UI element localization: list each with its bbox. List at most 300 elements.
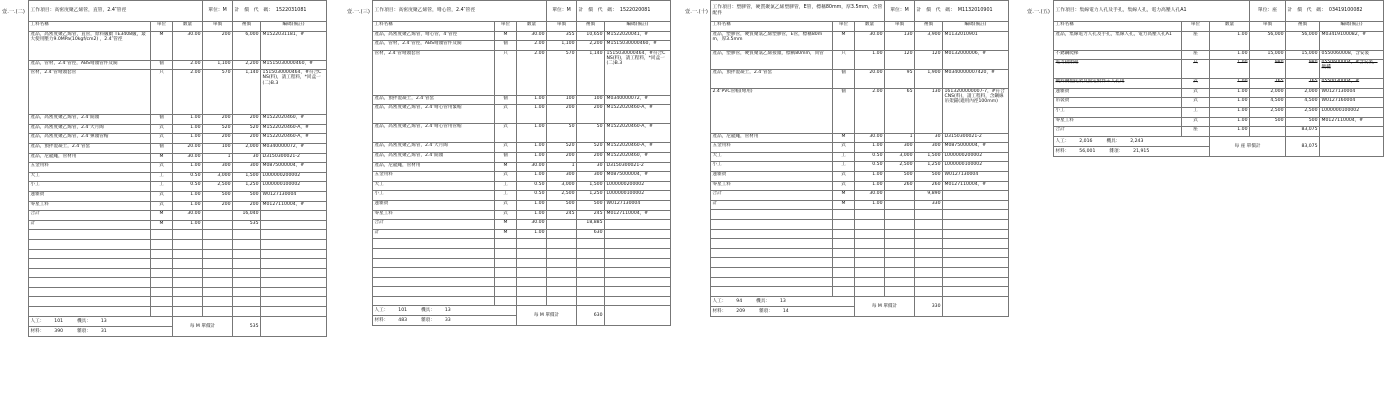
empty-cell — [173, 259, 203, 269]
empty-cell — [711, 258, 833, 268]
item-unit: M — [495, 220, 517, 230]
item-quantity: 1.00 — [173, 220, 203, 230]
item-name: 大工 — [373, 181, 495, 191]
item-quantity: 30.00 — [855, 31, 885, 50]
item-quantity: 1.00 — [517, 124, 547, 143]
empty-cell — [261, 297, 327, 307]
item-total: 130 — [915, 88, 943, 133]
item-quantity: 1.00 — [1210, 117, 1250, 127]
item-code: 0550030004，# — [1320, 79, 1384, 89]
item-name: 管材，2.4″管彎頭套管 — [29, 70, 151, 115]
machinery-value: 13 — [779, 298, 786, 304]
item-quantity: 1.00 — [173, 191, 203, 201]
item-name: 零星工料 — [1054, 117, 1182, 127]
table-row — [29, 182, 327, 192]
pricing-code-label: 計 價 代 碼： — [234, 8, 273, 14]
table-row — [29, 70, 327, 115]
pricing-code-label: 計 價 代 碼： — [1287, 8, 1326, 14]
empty-cell — [577, 268, 605, 278]
item-quantity: 20.00 — [173, 143, 203, 153]
empty-cell — [711, 219, 833, 229]
sheet-4 — [1025, 0, 1385, 404]
item-name: 合計 — [1054, 127, 1182, 137]
empty-cell — [203, 307, 233, 317]
item-unit-price: 570 — [203, 70, 233, 115]
empty-row — [711, 258, 1009, 268]
empty-cell — [203, 297, 233, 307]
item-name: 產品，尼龍繩，管材用 — [373, 162, 495, 172]
machinery-label: 機具： — [1106, 138, 1121, 144]
column-header: 編碼(備註) — [943, 22, 1009, 32]
item-unit: 式 — [495, 105, 517, 124]
column-header: 工料名稱 — [1054, 22, 1182, 32]
item-unit: 座 — [1182, 31, 1210, 50]
summary-labor-machinery — [29, 316, 173, 326]
empty-cell — [943, 210, 1009, 220]
empty-cell — [943, 229, 1009, 239]
unit-price-value: 83,075 — [1286, 136, 1320, 156]
unit-label: 單位：M — [547, 1, 577, 22]
empty-cell — [495, 296, 517, 306]
item-total: 30 — [233, 153, 261, 163]
item-unit: 式 — [1182, 117, 1210, 127]
item-code: M1522020460，# — [605, 152, 671, 162]
empty-cell — [373, 268, 495, 278]
item-code: M0127110004，# — [1320, 117, 1384, 127]
item-unit: 式 — [495, 124, 517, 143]
empty-cell — [173, 278, 203, 288]
sheet-3 — [683, 0, 1013, 404]
table-row — [373, 162, 671, 172]
empty-cell — [29, 268, 151, 278]
empty-cell — [915, 267, 943, 277]
summary-row-1 — [1054, 136, 1384, 146]
item-code — [605, 229, 671, 239]
sheet-4-table — [1053, 0, 1384, 157]
misc-label: 雜項： — [759, 308, 773, 314]
empty-cell — [885, 277, 915, 287]
empty-cell — [855, 229, 885, 239]
item-unit: 座 — [1182, 127, 1210, 137]
empty-cell — [605, 248, 671, 258]
item-quantity: 0.50 — [173, 182, 203, 192]
pricing-code: 1522020081 — [619, 8, 651, 14]
item-unit-price: 3,000 — [885, 152, 915, 162]
item-unit-price — [885, 191, 915, 201]
item-code: M0132000006，# — [943, 50, 1009, 69]
item-code: M1522020460-A，# — [261, 124, 327, 134]
item-code: M0127110004，# — [943, 181, 1009, 191]
item-total: 100 — [577, 95, 605, 105]
empty-cell — [605, 258, 671, 268]
empty-cell — [517, 248, 547, 258]
item-code: L000000200002 — [261, 172, 327, 182]
item-name: 產品，高密度聚乙烯管，2.4″大月陶 — [29, 124, 151, 134]
item-code — [261, 220, 327, 230]
item-quantity: 2.00 — [517, 41, 547, 51]
column-header: 單位 — [1182, 22, 1210, 32]
item-name: 產品，塑膠管，硬質聚氯乙烯接頭，標稱80mm，同管 — [711, 50, 833, 69]
labor-label: 人工： — [30, 318, 45, 324]
empty-cell — [517, 239, 547, 249]
empty-row — [29, 297, 327, 307]
empty-row — [711, 219, 1009, 229]
table-row — [373, 50, 671, 95]
item-unit-price: 95 — [885, 69, 915, 88]
item-code: L000000100002 — [1320, 107, 1384, 117]
empty-cell — [203, 230, 233, 240]
item-unit-price: 200 — [547, 152, 577, 162]
item-code: M0127110004，# — [261, 201, 327, 211]
empty-cell — [151, 268, 173, 278]
pricing-code: 03419100082 — [1328, 8, 1363, 14]
item-quantity: 1.00 — [855, 200, 885, 210]
item-code: M0340000072，# — [261, 143, 327, 153]
empty-cell — [373, 296, 495, 306]
item-unit-price: 2,000 — [1250, 88, 1286, 98]
item-code: D3150300021-2 — [943, 133, 1009, 143]
empty-cell — [855, 219, 885, 229]
empty-cell — [605, 277, 671, 287]
item-unit-price: 245 — [547, 210, 577, 220]
item-quantity: 30.00 — [173, 211, 203, 221]
item-total: 300 — [233, 163, 261, 173]
item-quantity: 1.00 — [1210, 98, 1250, 108]
item-unit: 式 — [151, 163, 173, 173]
sheet-1-side-label: 壹.一.(二) — [2, 9, 25, 15]
item-quantity: 1.00 — [517, 172, 547, 182]
table-row — [1054, 31, 1384, 50]
empty-cell — [833, 219, 855, 229]
empty-cell — [373, 248, 495, 258]
item-quantity: 1.00 — [173, 124, 203, 134]
item-unit-price: 200 — [203, 134, 233, 144]
empty-cell — [711, 210, 833, 220]
empty-cell — [203, 239, 233, 249]
empty-cell — [855, 277, 885, 287]
item-unit: M — [833, 31, 855, 50]
item-total: 520 — [233, 124, 261, 134]
item-quantity: 1.00 — [173, 134, 203, 144]
empty-row — [373, 287, 671, 297]
title-row — [29, 1, 327, 22]
item-total: 1,500 — [233, 172, 261, 182]
machinery-value: 2,243 — [1130, 138, 1144, 144]
material-label: 材料： — [30, 328, 45, 334]
item-code: W0127130004 — [943, 171, 1009, 181]
item-quantity: 1.00 — [517, 152, 547, 162]
unit-price-label: 每 M 單價計 — [173, 316, 233, 336]
empty-cell — [577, 248, 605, 258]
empty-cell — [517, 287, 547, 297]
table-row — [711, 200, 1009, 210]
item-unit: 式 — [151, 191, 173, 201]
empty-row — [711, 287, 1009, 297]
item-name: 運雜費 — [1054, 88, 1182, 98]
item-code: L000000200002 — [943, 152, 1009, 162]
item-quantity: 1.00 — [517, 105, 547, 124]
empty-cell — [943, 296, 1009, 316]
item-total: 200 — [233, 134, 261, 144]
unit-label: 單位：M — [885, 1, 915, 22]
empty-cell — [261, 249, 327, 259]
item-name: 產品，高密度聚乙烯管，2.4″開頭 — [29, 115, 151, 125]
empty-cell — [203, 268, 233, 278]
item-unit: 式 — [833, 143, 855, 153]
item-unit-price: 200 — [547, 105, 577, 124]
item-total: 520 — [577, 143, 605, 153]
item-unit-price: 2,500 — [885, 162, 915, 172]
empty-cell — [261, 259, 327, 269]
item-name: 合計 — [29, 211, 151, 221]
table-row — [29, 153, 327, 163]
item-unit: 只 — [833, 50, 855, 69]
item-unit-price: 15,000 — [1250, 50, 1286, 60]
empty-cell — [29, 230, 151, 240]
empty-cell — [885, 210, 915, 220]
item-total: 9,890 — [915, 191, 943, 201]
item-total: 1,500 — [915, 152, 943, 162]
empty-cell — [203, 249, 233, 259]
empty-row — [29, 268, 327, 278]
item-quantity: 2.00 — [173, 60, 203, 70]
empty-cell — [855, 258, 885, 268]
material-value: 390 — [54, 328, 64, 334]
empty-cell — [29, 278, 151, 288]
table-row — [711, 152, 1009, 162]
title-row — [373, 1, 671, 22]
item-unit: M — [833, 200, 855, 210]
item-code: 1515030000464，#符合CNS(料)，請工程料，*同盒一(二)B.3 — [605, 50, 671, 95]
table-row — [373, 124, 671, 143]
item-unit: 個 — [833, 88, 855, 133]
item-quantity: 30.00 — [173, 31, 203, 60]
item-code: W0127130004 — [605, 200, 671, 210]
item-name: 零星工料 — [373, 210, 495, 220]
empty-cell — [547, 248, 577, 258]
empty-cell — [151, 297, 173, 307]
item-unit-price: 56,000 — [1250, 31, 1286, 50]
empty-cell — [547, 277, 577, 287]
item-quantity: 0.50 — [855, 162, 885, 172]
item-name: 不銹鋼爬梯 — [1054, 50, 1182, 60]
empty-cell — [203, 259, 233, 269]
item-code: 0550600004，#含安裝，鍍種 — [1320, 60, 1384, 79]
empty-cell — [711, 248, 833, 258]
machinery-value: 13 — [444, 308, 451, 314]
empty-cell — [855, 287, 885, 297]
item-total: 200 — [577, 105, 605, 124]
item-unit: 式 — [495, 200, 517, 210]
sheet-3-side-label: 壹.一.(十) — [685, 9, 708, 15]
pricing-code-cell — [1286, 1, 1384, 22]
item-quantity: 30.00 — [517, 162, 547, 172]
item-code: 0550060008，含安裝 — [1320, 50, 1384, 60]
pricing-code-label: 計 價 代 碼： — [578, 8, 617, 14]
material-label: 材料： — [712, 308, 727, 314]
item-unit: 式 — [151, 201, 173, 211]
summary-row-1 — [373, 306, 671, 316]
item-unit-price — [203, 211, 233, 221]
empty-cell — [711, 287, 833, 297]
item-unit: 式 — [151, 124, 173, 134]
column-header: 數量 — [517, 22, 547, 32]
column-header: 複價 — [915, 22, 943, 32]
item-quantity: 20.00 — [855, 69, 885, 88]
item-name: 產品，高密度聚乙烯管，2.4″彎心管用緊帽 — [373, 105, 495, 124]
item-quantity: 30.00 — [855, 191, 885, 201]
column-header-row — [1054, 22, 1384, 32]
item-total: 30 — [577, 162, 605, 172]
empty-cell — [29, 259, 151, 269]
item-quantity: 1.00 — [855, 181, 885, 191]
unit-price-label: 每 座 單價計 — [1210, 136, 1286, 156]
misc-value: 21,915 — [1133, 148, 1150, 154]
item-total: 630 — [577, 229, 605, 239]
item-unit-price: 520 — [547, 143, 577, 153]
item-quantity: 0.50 — [517, 181, 547, 191]
item-name: 產品，高密度聚乙烯管，2.4″彎心管用管帽 — [373, 124, 495, 143]
sheet-3-table — [710, 0, 1009, 317]
empty-cell — [173, 230, 203, 240]
item-quantity: 1.00 — [855, 171, 885, 181]
empty-cell — [943, 239, 1009, 249]
table-row — [373, 41, 671, 51]
item-name: 產品，尼龍繩，管材用 — [29, 153, 151, 163]
item-unit: M — [495, 162, 517, 172]
empty-cell — [577, 258, 605, 268]
summary-labor-machinery — [711, 296, 855, 306]
empty-cell — [233, 239, 261, 249]
empty-cell — [29, 297, 151, 307]
item-name: 零星工料 — [711, 181, 833, 191]
table-row — [29, 191, 327, 201]
empty-cell — [29, 249, 151, 259]
summary-row-1 — [711, 296, 1009, 306]
column-header: 工料名稱 — [29, 22, 151, 32]
item-quantity: 1.00 — [1210, 60, 1250, 79]
item-unit: 個 — [151, 143, 173, 153]
item-code — [261, 211, 327, 221]
table-row — [1054, 79, 1384, 89]
empty-cell — [833, 248, 855, 258]
empty-cell — [915, 210, 943, 220]
item-unit-price: 2,500 — [203, 182, 233, 192]
item-unit-price: 1,100 — [203, 60, 233, 70]
item-unit: 只 — [151, 70, 173, 115]
empty-cell — [1320, 136, 1384, 156]
item-unit-price — [203, 220, 233, 230]
item-code: M1522020041，# — [605, 31, 671, 41]
item-name: 大工 — [711, 152, 833, 162]
table-row — [29, 143, 327, 153]
column-header: 單價 — [1250, 22, 1286, 32]
empty-cell — [885, 239, 915, 249]
empty-cell — [943, 287, 1009, 297]
empty-cell — [233, 307, 261, 317]
empty-cell — [833, 239, 855, 249]
item-total: 2,500 — [1286, 107, 1320, 117]
item-name: 產品，集線電力人孔及手孔，集線人孔，電力高壓人孔A1 — [1054, 31, 1182, 50]
empty-cell — [233, 230, 261, 240]
item-code: M1132010901 — [943, 31, 1009, 50]
item-unit: 式 — [833, 171, 855, 181]
machinery-value: 13 — [100, 318, 107, 324]
item-code: L000000200002 — [605, 181, 671, 191]
item-total: 200 — [233, 201, 261, 211]
item-unit-price: 2,500 — [547, 191, 577, 201]
empty-cell — [151, 278, 173, 288]
table-row — [373, 200, 671, 210]
empty-cell — [605, 239, 671, 249]
item-unit: 只 — [495, 50, 517, 95]
empty-cell — [943, 219, 1009, 229]
item-unit-price: 500 — [547, 200, 577, 210]
item-unit: 座 — [1182, 50, 1210, 60]
item-quantity: 1.00 — [517, 229, 547, 239]
empty-cell — [173, 287, 203, 297]
sheet-1 — [0, 0, 330, 404]
item-name: 吊裝費 — [1054, 98, 1182, 108]
item-total: 300 — [577, 172, 605, 182]
column-header: 複價 — [577, 22, 605, 32]
item-code — [1320, 127, 1384, 137]
empty-cell — [495, 258, 517, 268]
item-quantity: 30.00 — [173, 153, 203, 163]
item-code: M1515030000460，# — [261, 60, 327, 70]
column-header: 數量 — [1210, 22, 1250, 32]
empty-cell — [833, 229, 855, 239]
unit-price-value: 535 — [233, 316, 261, 336]
item-unit-price: 3,000 — [203, 172, 233, 182]
empty-cell — [233, 278, 261, 288]
empty-cell — [711, 239, 833, 249]
empty-cell — [29, 287, 151, 297]
column-header: 單位 — [833, 22, 855, 32]
empty-cell — [151, 239, 173, 249]
item-total: 500 — [915, 171, 943, 181]
item-total: 245 — [577, 210, 605, 220]
item-unit-price — [1250, 127, 1286, 137]
empty-cell — [711, 277, 833, 287]
item-name: 運雜費 — [711, 171, 833, 181]
empty-cell — [517, 277, 547, 287]
item-unit: 式 — [151, 134, 173, 144]
item-total: 260 — [915, 181, 943, 191]
empty-row — [29, 278, 327, 288]
item-unit-price: 50 — [547, 124, 577, 143]
empty-row — [373, 277, 671, 287]
item-code: M1522020460-A，# — [261, 134, 327, 144]
item-total: 1,250 — [577, 191, 605, 201]
item-unit: 式 — [495, 210, 517, 220]
empty-cell — [373, 287, 495, 297]
column-header: 複價 — [233, 22, 261, 32]
item-total: 6,000 — [233, 31, 261, 60]
item-unit-price — [547, 229, 577, 239]
item-name: 產品，高密度聚乙烯管，直管，原料級數 TE3408級，最大使用壓力9.0MPa(10kgf/cm2) ，2.4″管徑 — [29, 31, 151, 60]
pricing-code-label: 計 價 代 碼： — [916, 8, 955, 14]
empty-cell — [261, 316, 327, 336]
item-total: 83,075 — [1286, 127, 1320, 137]
empty-row — [29, 230, 327, 240]
unit-label: 單位：M — [203, 1, 233, 22]
labor-value: 94 — [736, 298, 743, 304]
empty-cell — [605, 296, 671, 306]
empty-cell — [151, 259, 173, 269]
column-header: 編碼(備註) — [605, 22, 671, 32]
unit-label: 單位：座 — [1250, 1, 1286, 22]
